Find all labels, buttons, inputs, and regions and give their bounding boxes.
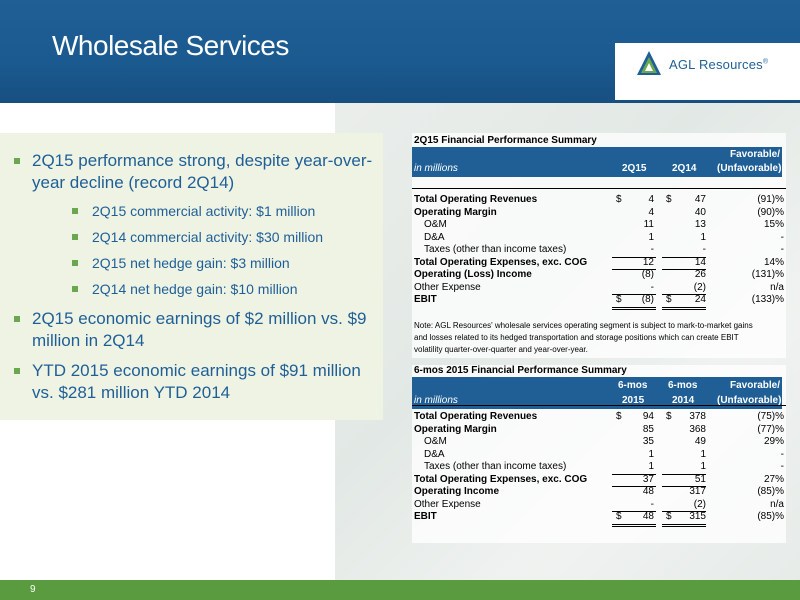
bullet-item: 2Q15 performance strong, despite year-over-year decline (record 2Q14) 2Q15 commercial activity: $1 million 2Q14 commercial activity: $30 million 2Q15 net hedge gain: $3 million 2Q14 net hedge gain: $10 million — [12, 150, 377, 298]
table-row — [412, 244, 782, 256]
value-prior: 1 — [700, 461, 706, 472]
col-header-unfavorable: (Unfavorable) — [717, 163, 782, 174]
value-change: 29% — [763, 436, 784, 447]
value-current: - — [650, 281, 654, 293]
value-current: 1 — [648, 231, 654, 243]
currency-symbol: $ — [666, 511, 672, 522]
value-prior: 13 — [694, 219, 706, 230]
table-row — [412, 232, 782, 244]
value-prior: 40 — [694, 206, 706, 218]
value-prior: 14 — [694, 256, 706, 268]
value-change: (85)% — [757, 486, 784, 497]
value-prior: 315 — [689, 511, 706, 522]
currency-symbol: $ — [666, 294, 672, 305]
page-title: Wholesale Services — [52, 30, 289, 61]
value-current: - — [650, 498, 654, 510]
page-number: 9 — [30, 584, 36, 595]
table-header — [412, 147, 782, 177]
value-change: 27% — [763, 473, 784, 485]
table-row — [412, 449, 782, 461]
table-row — [412, 511, 782, 523]
value-prior: 1 — [700, 448, 706, 460]
unit-label: in millions — [414, 163, 458, 174]
col-header-2q15: 2Q15 — [622, 163, 647, 174]
row-label: Total Operating Revenues — [414, 411, 538, 422]
total-double-rule — [662, 524, 706, 527]
row-label: O&M — [424, 436, 447, 447]
table-row — [412, 461, 782, 473]
total-rule — [662, 486, 706, 487]
total-rule — [612, 474, 656, 475]
row-label: Operating Margin — [414, 423, 497, 435]
quarter-performance-table — [412, 133, 786, 358]
value-prior: 26 — [694, 269, 706, 280]
value-change: (131)% — [751, 269, 784, 280]
value-change: 15% — [763, 219, 784, 230]
value-change: (85)% — [757, 511, 784, 522]
value-prior: 317 — [689, 486, 706, 497]
table-row — [412, 294, 782, 306]
value-prior: 1 — [700, 231, 706, 243]
value-current: 11 — [643, 219, 654, 230]
row-label: D&A — [424, 231, 445, 243]
table-row — [412, 424, 782, 436]
value-change: 14% — [763, 256, 784, 268]
table-row — [412, 219, 782, 231]
total-rule — [662, 294, 706, 295]
table-row — [412, 411, 782, 423]
table-row — [412, 269, 782, 281]
value-prior: 47 — [694, 194, 706, 205]
value-current: 85 — [642, 423, 654, 435]
value-prior: 368 — [689, 423, 706, 435]
currency-symbol: $ — [666, 411, 672, 422]
table-row — [412, 282, 782, 294]
table-row — [412, 499, 782, 511]
sub-bullet-item: 2Q15 net hedge gain: $3 million — [32, 254, 377, 272]
value-prior: 51 — [694, 473, 706, 485]
value-prior: 24 — [694, 294, 706, 305]
value-prior: (2) — [693, 281, 706, 293]
table-note-line: volatility quarter-over-quarter and year-over-year. — [414, 345, 588, 354]
row-label: Taxes (other than income taxes) — [424, 461, 567, 472]
row-label: D&A — [424, 448, 445, 460]
header-rule — [412, 405, 786, 406]
value-current: - — [650, 244, 654, 255]
six-month-performance-table — [412, 365, 786, 543]
total-rule — [612, 486, 656, 487]
value-current: 1 — [648, 461, 654, 472]
table-title: 2Q15 Financial Performance Summary — [414, 135, 597, 146]
row-label: EBIT — [414, 294, 437, 305]
currency-symbol: $ — [616, 294, 622, 305]
unit-label: in millions — [414, 395, 458, 406]
table-note-line: Note: AGL Resources' wholesale services operating segment is subject to mark-to-market gains — [414, 321, 753, 330]
table-row — [412, 194, 782, 206]
row-label: EBIT — [414, 511, 437, 522]
currency-symbol: $ — [616, 194, 622, 205]
col-header-6mos-2014: 6-mos — [668, 380, 698, 391]
table-row — [412, 257, 782, 269]
currency-symbol: $ — [666, 194, 672, 205]
currency-symbol: $ — [616, 411, 622, 422]
total-rule — [662, 269, 706, 270]
value-current: 12 — [642, 256, 654, 268]
value-current: 35 — [642, 436, 654, 447]
sub-bullet-item: 2Q14 commercial activity: $30 million — [32, 228, 377, 246]
total-rule — [612, 257, 656, 258]
table-row — [412, 207, 782, 219]
slide-footer — [0, 580, 800, 600]
value-change: (90)% — [757, 206, 784, 218]
value-change: n/a — [770, 281, 784, 293]
bullet-list — [12, 150, 377, 412]
value-current: 37 — [642, 473, 654, 485]
row-label: Operating Income — [414, 486, 500, 497]
value-prior: (2) — [693, 498, 706, 510]
value-current: (8) — [641, 269, 654, 280]
value-prior: 378 — [689, 411, 706, 422]
table-row — [412, 486, 782, 498]
col-header-favorable: Favorable/ — [730, 149, 781, 160]
value-current: 4 — [648, 194, 654, 205]
value-change: (133)% — [751, 294, 784, 305]
col-header-6mos-2014-year: 2014 — [672, 395, 695, 406]
total-rule — [612, 294, 656, 295]
row-label: O&M — [424, 219, 447, 230]
bullet-item: YTD 2015 economic earnings of $91 million vs. $281 million YTD 2014 — [12, 360, 377, 404]
sub-bullet-item: 2Q15 commercial activity: $1 million — [32, 202, 377, 220]
col-header-favorable: Favorable/ — [730, 380, 781, 391]
col-header-6mos-2015: 6-mos — [618, 380, 648, 391]
header-rule — [412, 188, 786, 189]
col-header-2q14: 2Q14 — [672, 163, 697, 174]
value-change: (77)% — [757, 423, 784, 435]
value-change: - — [780, 231, 784, 243]
company-logo — [615, 43, 800, 100]
total-double-rule — [612, 524, 656, 527]
value-current: 48 — [642, 511, 654, 522]
row-label: Total Operating Revenues — [414, 194, 538, 205]
table-note-line: and losses related to its hedged transportation and storage positions which can create EBIT — [414, 333, 739, 342]
sub-bullet-list — [32, 202, 377, 298]
table-row — [412, 474, 782, 486]
total-double-rule — [612, 307, 656, 310]
total-rule — [612, 511, 656, 512]
total-rule — [662, 511, 706, 512]
col-header-unfavorable: (Unfavorable) — [717, 395, 782, 406]
table-title: 6-mos 2015 Financial Performance Summary — [414, 365, 627, 376]
value-current: 1 — [648, 448, 654, 460]
row-label: Taxes (other than income taxes) — [424, 244, 567, 255]
row-label: Total Operating Expenses, exc. COG — [414, 256, 588, 268]
total-rule — [612, 269, 656, 270]
logo-flame-icon — [635, 49, 663, 77]
value-change: - — [780, 244, 784, 255]
row-label: Operating Margin — [414, 206, 497, 218]
row-label: Operating (Loss) Income — [414, 269, 532, 280]
value-current: 4 — [648, 206, 654, 218]
value-change: - — [780, 461, 784, 472]
value-change: (91)% — [757, 194, 784, 205]
value-prior: - — [702, 244, 706, 255]
row-label: Total Operating Expenses, exc. COG — [414, 473, 588, 485]
sub-bullet-item: 2Q14 net hedge gain: $10 million — [32, 280, 377, 298]
total-double-rule — [662, 307, 706, 310]
table-row — [412, 436, 782, 448]
bullet-item: 2Q15 economic earnings of $2 million vs. $9 million in 2Q14 — [12, 308, 377, 352]
value-change: n/a — [770, 498, 784, 510]
value-prior: 49 — [694, 436, 706, 447]
col-header-6mos-2015-year: 2015 — [622, 395, 645, 406]
value-change: - — [780, 448, 784, 460]
total-rule — [662, 257, 706, 258]
value-current: (8) — [641, 294, 654, 305]
logo-text: AGL Resources® — [669, 57, 769, 72]
row-label: Other Expense — [414, 498, 481, 510]
value-current: 48 — [642, 486, 654, 497]
value-current: 94 — [642, 411, 654, 422]
total-rule — [662, 474, 706, 475]
currency-symbol: $ — [616, 511, 622, 522]
row-label: Other Expense — [414, 281, 481, 293]
value-change: (75)% — [757, 411, 784, 422]
